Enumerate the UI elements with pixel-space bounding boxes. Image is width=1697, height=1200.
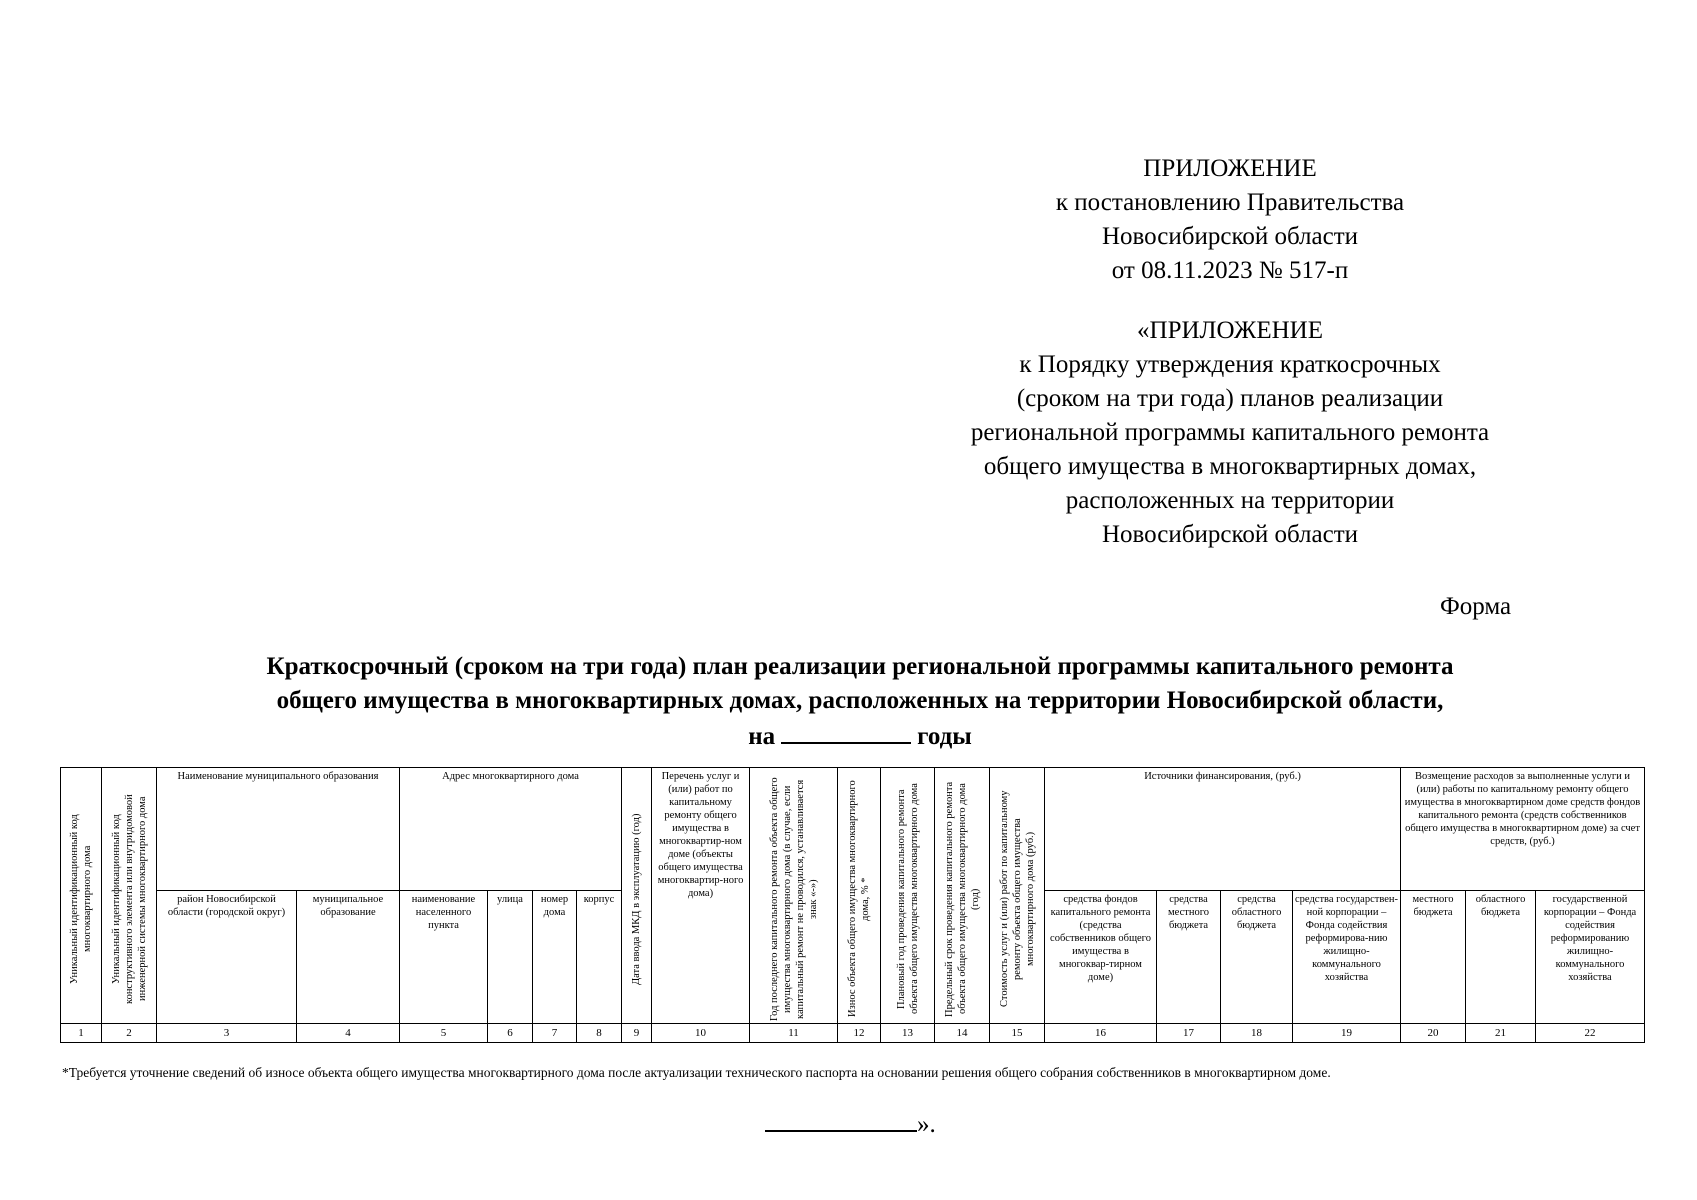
col-header-4: муниципальное образование — [297, 891, 400, 1024]
column-number-row — [61, 1024, 1645, 1043]
appendix-line: расположенных на территории — [1065, 487, 1395, 514]
col-header-13: Плановый год проведения капитального ремонта объекта общего имущества многоквартирного дома — [881, 768, 935, 1024]
approval-date-number: от 08.11.2023 № 517-п — [1111, 257, 1349, 284]
appendix-heading: «ПРИЛОЖЕНИЕ — [1137, 317, 1323, 344]
approval-heading: ПРИЛОЖЕНИЕ — [1143, 155, 1317, 182]
col-header-11: Год последнего капитального ремонта объекта общего имущества многоквартирного дома (в случае, если капитальный ремонт не проводился, устанавливается знак «-») — [750, 768, 838, 1024]
appendix-line: Новосибирской области — [1101, 521, 1359, 548]
col-header-3: район Новосибирской области (городской округ) — [157, 891, 297, 1024]
column-number: 13 — [881, 1024, 935, 1043]
column-number: 11 — [750, 1024, 838, 1043]
title-line: общего имущества в многоквартирных домах, расположенных на территории Новосибирской области, — [276, 687, 1444, 714]
group-header-reimbursement: Возмещение расходов за выполненные услуги и (или) работы по капитальному ремонту общего имущества в многоквартирном доме средств фондов капитального ремонта (средств собственников общего имущества в многоквартирном доме) за счет средств, (руб.) — [1401, 768, 1645, 891]
col-header-7: номер дома — [533, 891, 577, 1024]
column-number: 8 — [577, 1024, 622, 1043]
column-number: 5 — [400, 1024, 488, 1043]
appendix-line: региональной программы капитального ремонта — [970, 419, 1490, 446]
title-line: Краткосрочный (сроком на три года) план реализации региональной программы капитального ремонта — [266, 653, 1454, 680]
column-number: 7 — [533, 1024, 577, 1043]
column-number: 20 — [1401, 1024, 1466, 1043]
appendix-line: к Порядку утверждения краткосрочных — [1019, 351, 1441, 378]
col-header-2: Уникальный идентификационный код конструктивного элемента или внутридомовой инженерной системы многоквартирного дома — [102, 768, 157, 1024]
column-number: 6 — [488, 1024, 533, 1043]
col-header-18: средства областного бюджета — [1221, 891, 1293, 1024]
years-blank-field — [781, 718, 911, 744]
column-number: 22 — [1536, 1024, 1645, 1043]
approval-line: Новосибирской области — [1101, 223, 1359, 250]
column-number: 15 — [990, 1024, 1045, 1043]
column-number: 12 — [838, 1024, 881, 1043]
group-header-financing: Источники финансирования, (руб.) — [1045, 768, 1401, 891]
col-header-19: средства государствен-ной корпорации – Фонда содействия реформирова-нию жилищно-коммунального хозяйства — [1293, 891, 1401, 1024]
column-number: 21 — [1466, 1024, 1536, 1043]
col-header-5: наименование населенного пункта — [400, 891, 488, 1024]
column-number: 17 — [1157, 1024, 1221, 1043]
col-header-21: областного бюджета — [1466, 891, 1536, 1024]
group-header-municipal: Наименование муниципального образования — [157, 768, 400, 891]
approval-block — [930, 152, 1530, 552]
group-header-address: Адрес многоквартирного дома — [400, 768, 622, 891]
appendix-line: общего имущества в многоквартирных домах, — [983, 453, 1477, 480]
col-header-8: корпус — [577, 891, 622, 1024]
column-number: 19 — [1293, 1024, 1401, 1043]
title-line-years — [80, 718, 1640, 754]
col-header-12: Износ объекта общего имущества многоквартирного дома, % * — [838, 768, 881, 1024]
col-header-16: средства фондов капитального ремонта (средства собственников общего имущества в многоквар-тирном доме) — [1045, 891, 1157, 1024]
column-number: 9 — [622, 1024, 652, 1043]
col-header-6: улица — [488, 891, 533, 1024]
header-row-groups — [61, 768, 1645, 891]
plan-table — [60, 767, 1645, 1043]
column-number: 10 — [652, 1024, 750, 1043]
signature-blank-line — [765, 1104, 917, 1132]
col-header-20: местного бюджета — [1401, 891, 1466, 1024]
col-header-9: Дата ввода МКД в эксплуатацию (год) — [622, 768, 652, 1024]
column-number: 1 — [61, 1024, 102, 1043]
column-number: 18 — [1221, 1024, 1293, 1043]
approval-line: к постановлению Правительства — [1055, 189, 1405, 216]
form-label: Форма — [1440, 593, 1512, 620]
col-header-22: государственной корпорации – Фонда содействия реформированию жилищно-коммунального хозяйства — [1536, 891, 1645, 1024]
footnote: *Требуется уточнение сведений об износе объекта общего имущества многоквартирного дома после актуализации технического паспорта на основании решения общего собрания собственников в многоквартирном доме. — [62, 1065, 1331, 1080]
column-number: 3 — [157, 1024, 297, 1043]
col-header-17: средства местного бюджета — [1157, 891, 1221, 1024]
title-prefix: на — [748, 723, 776, 750]
closing-quote: ». — [917, 1111, 936, 1138]
appendix-line: (сроком на три года) планов реализации — [1016, 385, 1444, 412]
col-header-14: Предельный срок проведения капитального ремонта объекта общего имущества многоквартирного дома (год) — [935, 768, 990, 1024]
title-suffix: годы — [917, 723, 972, 750]
col-header-10: Перечень услуг и (или) работ по капитальному ремонту общего имущества в многоквартир-ном доме (объекты общего имущества многоквартир-ного дома) — [652, 768, 750, 1024]
col-header-15: Стоимость услуг и (или) работ по капитальному ремонту объекта общего имущества многоквартирного дома (руб.) — [990, 768, 1045, 1024]
col-header-1: Уникальный идентификационный код многоквартирного дома — [61, 768, 102, 1024]
column-number: 16 — [1045, 1024, 1157, 1043]
column-number: 2 — [102, 1024, 157, 1043]
closing-block — [765, 1104, 936, 1142]
column-number: 4 — [297, 1024, 400, 1043]
column-number: 14 — [935, 1024, 990, 1043]
document-title — [80, 650, 1640, 754]
